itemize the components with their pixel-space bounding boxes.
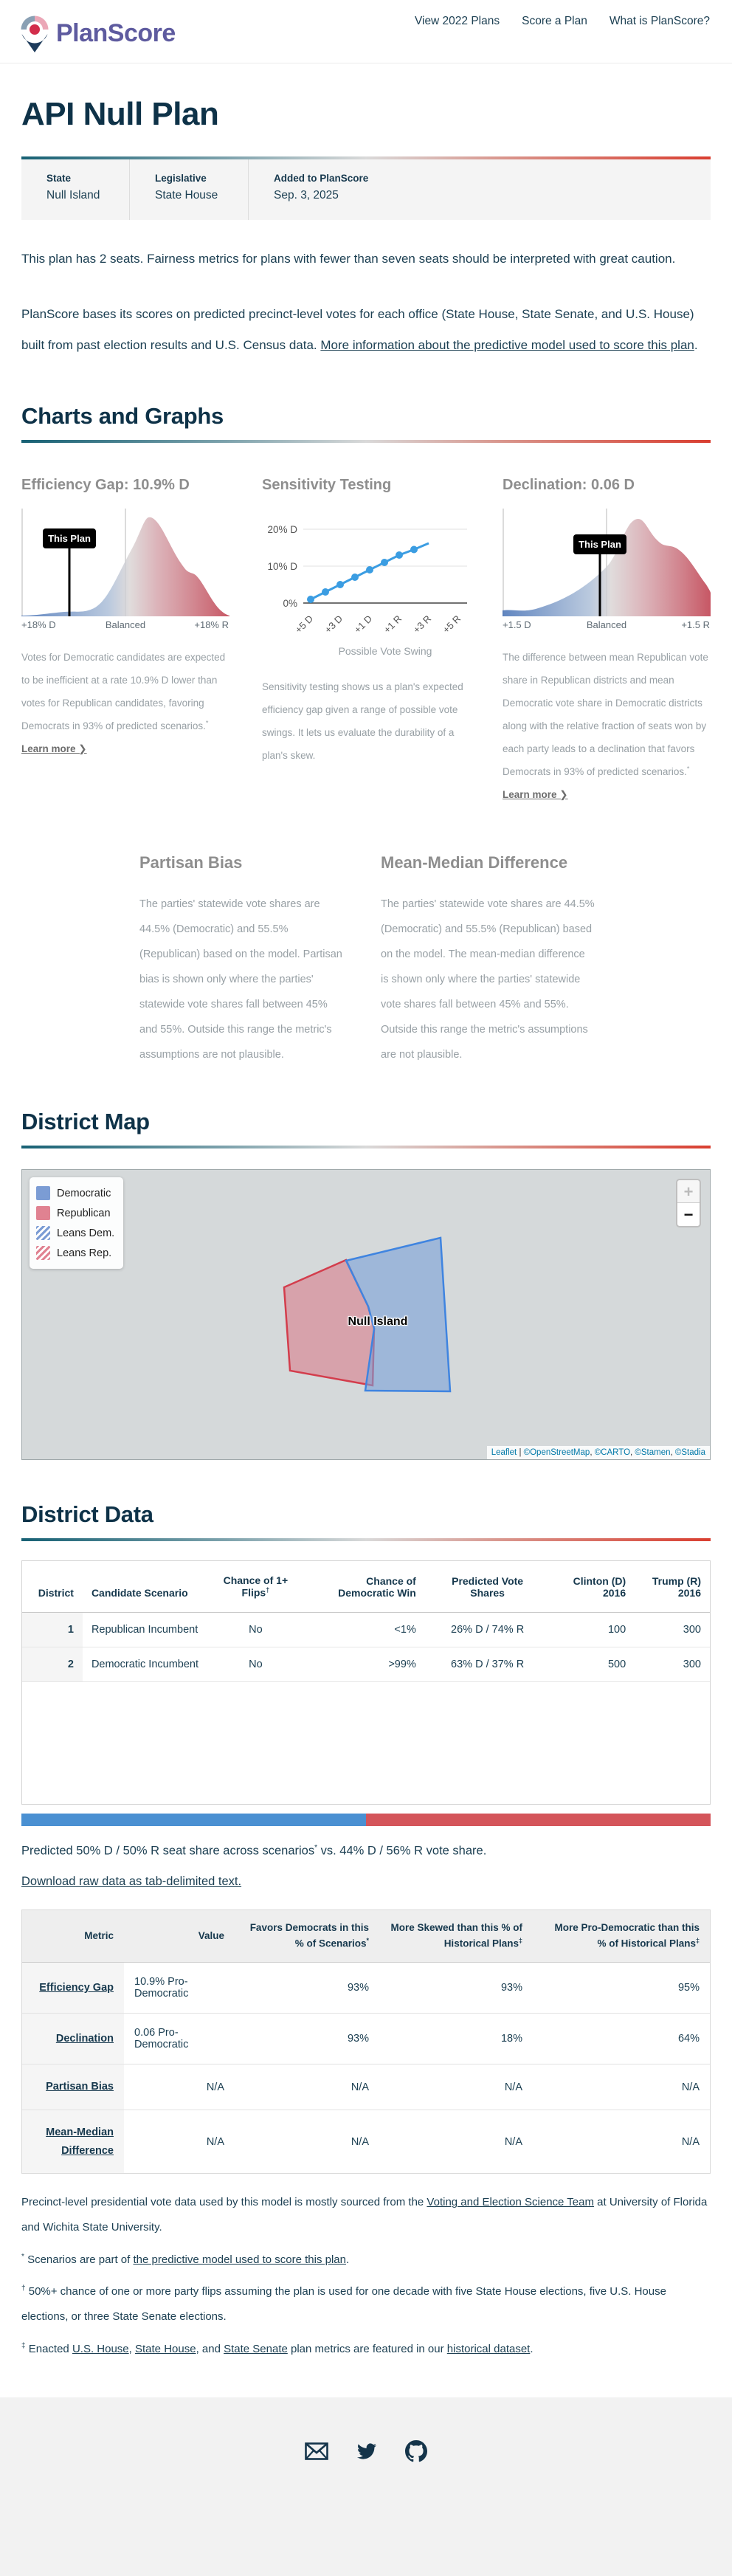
seat-share-caption-end: vs. 44% D / 56% R vote share. (317, 1844, 487, 1858)
metric-prodem-cell: 64% (533, 2014, 710, 2064)
nav-link-view-2022-plans[interactable]: View 2022 Plans (414, 15, 500, 27)
openstreetmap-link[interactable]: ©OpenStreetMap (523, 1448, 590, 1458)
header-trump-2016: Trump (R) 2016 (635, 1561, 710, 1612)
declination-chart (503, 507, 711, 631)
declination-caption-sup: * (686, 765, 690, 773)
metric-value-cell: N/A (206, 2135, 224, 2148)
footnote-text: Scenarios are part of (27, 2253, 134, 2266)
metric-name-cell (22, 2064, 124, 2110)
info-cell-added (248, 159, 711, 220)
table-row (22, 1647, 710, 1681)
nav-link-score-a-plan[interactable]: Score a Plan (522, 15, 587, 27)
eg-xlabel-right: +18% R (194, 619, 229, 630)
efficiency-gap-chart-block (21, 477, 229, 806)
declination-caption (503, 646, 711, 806)
table-filler-row (22, 1681, 710, 1804)
planscore-logo[interactable] (19, 14, 176, 54)
main-nav (415, 15, 710, 28)
predictive-model-footnote-link[interactable]: the predictive model used to score this plan (133, 2253, 346, 2266)
state-value: Null Island (46, 189, 100, 202)
header-skew-text: More Skewed than this % of Historical Plans (390, 1921, 522, 1949)
efficiency-gap-title: Efficiency Gap: 10.9% D (21, 476, 190, 493)
metric-skew-cell: 18% (379, 2014, 533, 2064)
seat-share-bar (21, 1814, 711, 1826)
footnote-text: at University of Florida and Wichita State University. (21, 2196, 708, 2234)
cell-scenario: Democratic Incumbent (83, 1647, 212, 1681)
this-plan-label: This Plan (579, 538, 621, 550)
footnote-text: Enacted (28, 2342, 72, 2355)
header-district: District (22, 1561, 83, 1612)
eg-xlabel-center: Balanced (105, 619, 146, 630)
header-metric: Metric (22, 1910, 124, 1963)
logo-pin-icon (19, 14, 50, 54)
sens-ytick-10: 10% D (267, 560, 297, 572)
header-skew-sup: ‡ (518, 1936, 522, 1944)
legend-label: Democratic (57, 1187, 111, 1199)
cell-vote-shares: 26% D / 74% R (425, 1612, 550, 1647)
charts-row (21, 477, 711, 806)
efficiency-gap-caption (21, 646, 229, 760)
sens-xtick-5d: +5 D (292, 613, 316, 636)
sensitivity-chart-block (262, 477, 470, 806)
bias-row (139, 853, 711, 1067)
metric-favors-cell: N/A (351, 2135, 369, 2148)
site-footer (0, 2397, 732, 2576)
zoom-in-button[interactable]: + (677, 1180, 700, 1203)
charts-section-heading: Charts and Graphs (21, 402, 224, 429)
mean-median-metric-link[interactable]: Mean-Median Difference (46, 2126, 114, 2157)
sensitivity-series (307, 543, 429, 603)
republican-swatch (36, 1206, 50, 1220)
model-intro-span: PlanScore bases its scores on predicted precinct-level votes for each office (State House, State Senate, and U.S. House) built from past election results and U.S. Census data. (21, 306, 694, 352)
table-row (22, 2064, 710, 2110)
efficiency-learn-more-link[interactable]: Learn more ❯ (21, 743, 87, 754)
added-value: Sep. 3, 2025 (274, 189, 339, 202)
header-clinton-2016: Clinton (D) 2016 (550, 1561, 635, 1612)
header-chance-flips (212, 1561, 300, 1612)
metric-skew-cell: N/A (504, 2135, 522, 2148)
header-flips-text: Chance of 1+ Flips (223, 1574, 289, 1599)
mean-median-text: The parties' statewide vote shares are 44.5% (Democratic) and 55.5% (Republican) based on the model. The mean-median difference is shown only where the parties' statewide vote shares fall between 45% and 55%. Outside this range the metric's assumptions are not plausible. (381, 898, 595, 1061)
efficiency-gap-chart (21, 507, 229, 631)
metric-prodem-cell: N/A (533, 2064, 710, 2110)
metric-skew-cell: N/A (379, 2064, 533, 2110)
table-row (22, 2014, 710, 2064)
dec-xlabel-right: +1.5 R (681, 619, 710, 630)
metric-favors-cell: 93% (235, 1963, 379, 2014)
cell-clinton: 500 (550, 1647, 635, 1681)
leans-dem-swatch (36, 1226, 50, 1240)
header-value: Value (124, 1910, 235, 1963)
district-data-heading: District Data (21, 1501, 153, 1528)
sens-xtick-3d: +3 D (322, 613, 345, 636)
efficiency-caption-text: Votes for Democratic candidates are expected to be inefficient at a rate 10.9% D lower than votes for Republican candidates, favoring Democrats in 93% of predicted scenarios. (21, 651, 226, 731)
cell-vote-shares: 63% D / 37% R (425, 1647, 550, 1681)
model-intro-period: . (694, 338, 698, 352)
cell-flips: No (212, 1612, 300, 1647)
header-candidate-scenario: Candidate Scenario (83, 1561, 212, 1612)
cell-district: 1 (22, 1612, 83, 1647)
metrics-header-row (22, 1910, 710, 1963)
footnote-historical (21, 2337, 711, 2362)
twitter-link[interactable] (356, 2442, 378, 2465)
attr-sep: | (517, 1448, 524, 1458)
footnote-text: . (530, 2342, 534, 2355)
seat-share-caption-text: Predicted 50% D / 50% R seat share across scenarios (21, 1844, 315, 1858)
sens-xticks (293, 613, 463, 635)
carto-link[interactable]: ©CARTO (594, 1448, 631, 1458)
state-senate-link[interactable]: State Senate (224, 2342, 288, 2355)
metric-name-cell (22, 1963, 124, 2014)
cell-scenario: Republican Incumbent (83, 1612, 212, 1647)
header-prodem-sup: ‡ (695, 1936, 700, 1944)
footnote-sup: * (21, 2252, 24, 2261)
cell-dem-win: >99% (300, 1647, 425, 1681)
us-house-link[interactable]: U.S. House (72, 2342, 129, 2355)
sensitivity-title: Sensitivity Testing (262, 476, 392, 493)
dec-xlabel-center: Balanced (586, 619, 627, 630)
footnote-flips (21, 2279, 711, 2329)
legend-item-democratic (36, 1183, 114, 1203)
metric-name-cell (22, 2014, 124, 2064)
cell-flips: No (212, 1647, 300, 1681)
header-favors-sup: * (366, 1936, 369, 1944)
seat-share-caption (21, 1844, 711, 1859)
table-row (22, 2110, 710, 2173)
sensitivity-caption: Sensitivity testing shows us a plan's expected efficiency gap given a range of possible vote swings. It lets us evaluate the durability of a plan's skew. (262, 681, 463, 761)
map-legend (30, 1177, 123, 1269)
legend-item-republican (36, 1203, 114, 1223)
leans-rep-swatch (36, 1246, 50, 1260)
table-row (22, 1963, 710, 2014)
footnote-vest (21, 2190, 711, 2240)
map-attribution (487, 1446, 710, 1459)
model-intro-text (21, 299, 711, 362)
section-divider (21, 440, 711, 443)
stamen-link[interactable]: ©Stamen (635, 1448, 671, 1458)
metrics-table (22, 1910, 710, 2173)
section-divider (21, 1538, 711, 1541)
metric-skew-cell: 93% (379, 1963, 533, 2014)
footnote-text: , and (196, 2342, 224, 2355)
null-island-map-label: Null Island (348, 1315, 408, 1329)
page-title: API Null Plan (21, 96, 219, 132)
twitter-icon (356, 2442, 378, 2461)
github-link[interactable] (405, 2440, 427, 2466)
dec-xlabel-left: +1.5 D (503, 619, 531, 630)
sens-xaxis-label: Possible Vote Swing (338, 644, 432, 657)
header-predicted-vote-shares: Predicted Vote Shares (425, 1561, 550, 1612)
cell-district: 2 (22, 1647, 83, 1681)
sens-ytick-20: 20% D (267, 523, 297, 535)
footnote-text: plan metrics are featured in our (287, 2342, 447, 2355)
historical-dataset-link[interactable]: historical dataset (446, 2342, 531, 2355)
sens-xtick-1d: +1 D (351, 613, 375, 636)
attr-sep: , (630, 1448, 635, 1458)
logo-text: PlanScore (56, 19, 176, 47)
partisan-bias-text: The parties' statewide vote shares are 44.5% (Democratic) and 55.5% (Republican) based on the model. Partisan bias is shown only where the parties' statewide vote shares fall between 45% and 55%. Outside this range the metric's assumptions are not plausible. (139, 898, 342, 1061)
legislative-label: Legislative (155, 173, 207, 184)
footnote-text: Precinct-level presidential vote data used by this model is mostly sourced from the (21, 2196, 427, 2209)
legend-label: Republican (57, 1207, 111, 1219)
district-table (22, 1561, 710, 1804)
district-table-header-row (22, 1561, 710, 1612)
legend-label: Leans Rep. (57, 1247, 112, 1259)
district-table-frame (21, 1560, 711, 1805)
predictive-model-link[interactable]: More information about the predictive model used to score this plan (320, 338, 694, 352)
stadia-link[interactable]: ©Stadia (674, 1448, 705, 1458)
vest-link[interactable]: Voting and Election Science Team (427, 2196, 594, 2209)
header-favors-democrats (235, 1910, 379, 1963)
section-divider (21, 1146, 711, 1148)
this-plan-label: This Plan (48, 532, 91, 544)
attr-sep: , (670, 1448, 675, 1458)
seat-share-bar-dem (21, 1814, 366, 1826)
seats-warning-text: This plan has 2 seats. Fairness metrics for plans with fewer than seven seats should be interpreted with great caution. (21, 252, 676, 266)
header-chance-dem-win: Chance of Democratic Win (300, 1561, 425, 1612)
seat-share-caption-sup: * (314, 1844, 318, 1853)
seat-share-bar-rep (366, 1814, 711, 1826)
cell-dem-win: <1% (300, 1612, 425, 1647)
sens-xtick-5r: +5 R (440, 613, 463, 636)
header-more-pro-democratic (533, 1910, 710, 1963)
metric-prodem-cell: N/A (681, 2135, 700, 2148)
nav-link-what-is-planscore[interactable]: What is PlanScore? (609, 15, 710, 27)
efficiency-gap-metric-link[interactable]: Efficiency Gap (39, 1981, 114, 1994)
legend-item-leans-rep (36, 1243, 114, 1263)
declination-metric-link[interactable]: Declination (55, 2032, 114, 2045)
mean-median-title: Mean-Median Difference (381, 853, 568, 872)
footnote-sup: † (21, 2284, 26, 2293)
metric-favors-cell: N/A (235, 2064, 379, 2110)
footnote-text: , (128, 2342, 135, 2355)
header-flips-sup: † (266, 1586, 270, 1594)
download-raw-data-link[interactable]: Download raw data as tab-delimited text. (21, 1874, 242, 1888)
footnote-text: . (346, 2253, 350, 2266)
metric-value-cell: N/A (124, 2064, 235, 2110)
header-prodem-text: More Pro-Democratic than this % of Historical Plans (554, 1921, 700, 1949)
metric-value-cell: 0.06 Pro-Democratic (124, 2014, 235, 2064)
cell-trump: 300 (635, 1612, 710, 1647)
header-favors-text: Favors Democrats in this % of Scenarios (249, 1921, 369, 1949)
map-zoom-control (676, 1179, 701, 1227)
legislative-value: State House (155, 189, 218, 202)
legend-item-leans-dem (36, 1223, 114, 1243)
leaflet-link[interactable]: Leaflet (491, 1448, 517, 1458)
partisan-bias-title: Partisan Bias (139, 853, 243, 872)
footnote-text: 50%+ chance of one or more party flips assuming the plan is used for one decade with five State House elections, five U.S. House elections, or three State Senate elections. (21, 2285, 666, 2324)
eg-xlabel-left: +18% D (21, 619, 56, 630)
site-header (0, 0, 732, 63)
district-map-heading: District Map (21, 1109, 150, 1135)
plan-info-table (21, 156, 711, 220)
metric-favors-cell: 93% (235, 2014, 379, 2064)
attr-sep: , (590, 1448, 595, 1458)
info-cell-state (21, 159, 129, 220)
metric-name-cell (22, 2110, 124, 2173)
footnote-sup: ‡ (21, 2341, 26, 2350)
partisan-bias-block (139, 853, 347, 1067)
cell-trump: 300 (635, 1647, 710, 1681)
sensitivity-chart (262, 507, 470, 661)
district-map[interactable] (21, 1169, 711, 1460)
declination-title: Declination: 0.06 D (503, 476, 635, 493)
metrics-table-frame (21, 1909, 711, 2174)
democratic-swatch (36, 1186, 50, 1200)
footnote-scenarios (21, 2248, 711, 2273)
metric-value-cell: 10.9% Pro-Democratic (124, 1963, 235, 2014)
added-label: Added to PlanScore (274, 173, 369, 184)
github-icon (405, 2440, 427, 2462)
partisan-bias-metric-link[interactable]: Partisan Bias (46, 2081, 114, 2093)
sens-xtick-3r: +3 R (410, 613, 434, 636)
header-more-skewed (379, 1910, 533, 1963)
sens-ytick-0: 0% (283, 597, 297, 609)
zoom-out-button[interactable]: − (677, 1203, 700, 1226)
info-cell-legislative (129, 159, 248, 220)
legend-label: Leans Dem. (57, 1227, 115, 1239)
state-house-link[interactable]: State House (135, 2342, 196, 2355)
download-row (21, 1875, 711, 1889)
state-label: State (46, 173, 72, 184)
email-link[interactable] (305, 2442, 328, 2464)
declination-chart-block (503, 477, 711, 806)
efficiency-caption-sup: * (205, 719, 209, 727)
envelope-icon (305, 2442, 328, 2460)
declination-caption-text: The difference between mean Republican vote share in Republican districts and mean Democratic vote share in Democratic districts along with the relative fraction of seats won by each party leads to a declination that favors Democrats in 93% of predicted scenarios. (503, 651, 708, 777)
mean-median-block (381, 853, 595, 1067)
declination-learn-more-link[interactable]: Learn more ❯ (503, 788, 568, 800)
cell-clinton: 100 (550, 1612, 635, 1647)
table-row (22, 1612, 710, 1647)
sens-xtick-1r: +1 R (381, 613, 404, 636)
metric-prodem-cell: 95% (533, 1963, 710, 2014)
